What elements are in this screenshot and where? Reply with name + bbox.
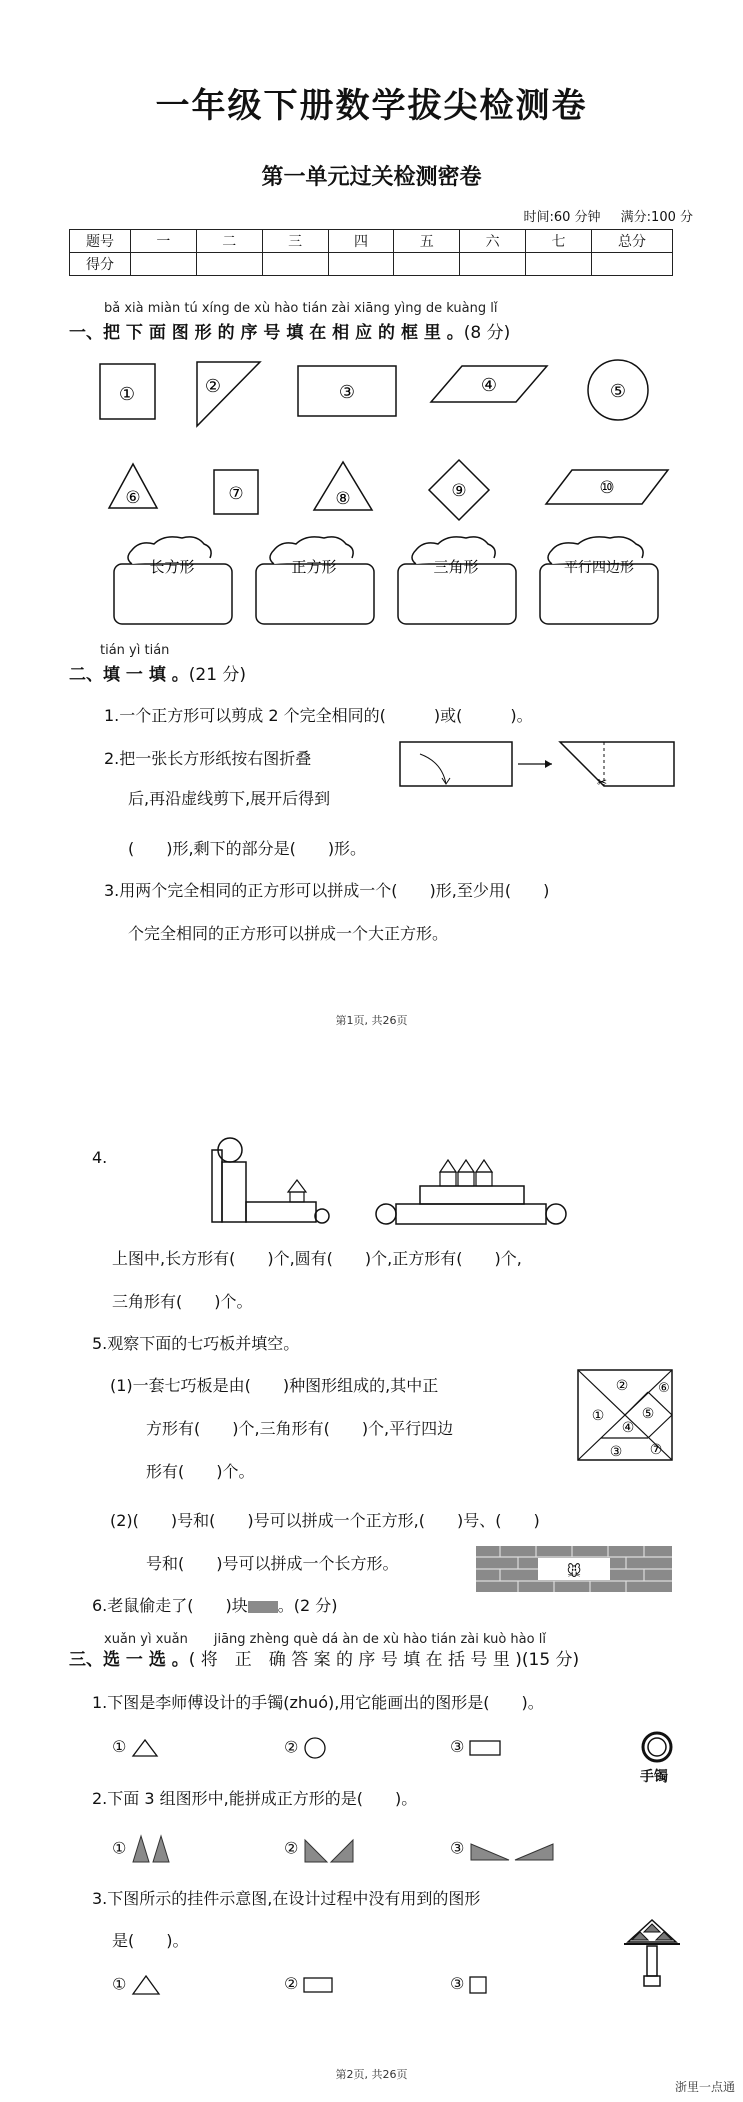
option-rectangle-icon	[469, 1739, 503, 1757]
q4-triangle-b	[458, 1160, 474, 1172]
q2-4-number: 4.	[92, 1148, 108, 1167]
brick-icon	[248, 1601, 278, 1613]
frame-label-triangle: 三角形	[433, 558, 479, 576]
score-row-label: 得分	[70, 253, 131, 276]
q3-1-option-1-label: ①	[112, 1737, 127, 1756]
frame-label-rectangle: 长方形	[149, 558, 195, 576]
q2-4-line2: 三角形有( )个。	[112, 1292, 253, 1311]
pendant-square	[644, 1976, 660, 1986]
bracelet-icon	[640, 1730, 674, 1764]
frame-label-square: 正方形	[291, 558, 337, 576]
score-blank[interactable]	[262, 253, 328, 276]
q2-6	[92, 1593, 338, 1616]
q2-3-line2: 个完全相同的正方形可以拼成一个大正方形。	[128, 924, 449, 943]
option-triangle-icon	[131, 1974, 163, 1996]
q3-1-option-3-label: ③	[450, 1737, 465, 1756]
folding-figure	[390, 736, 680, 796]
score-cell: 二	[196, 230, 262, 253]
option-square-icon	[469, 1975, 491, 1995]
frame-label-parallelogram: 平行四边形	[564, 560, 634, 576]
q3-2-option-1-label: ①	[112, 1838, 127, 1858]
shape-number-3: ③	[338, 382, 356, 403]
fold-arrow-head	[442, 778, 450, 784]
score-cell: 七	[526, 230, 592, 253]
q3-1: 1.下图是李师傅设计的手镯(zhuó),用它能画出的图形是( )。	[92, 1693, 544, 1712]
q2-6-text-a: 6.老鼠偷走了( )块	[92, 1596, 248, 1615]
q2-5-1-line2: 方形有( )个,三角形有( )个,平行四边	[146, 1419, 454, 1438]
q2-2-line3: ( )形,剩下的部分是( )形。	[128, 839, 367, 858]
shape-number-5: ⑤	[609, 381, 627, 402]
tangram-number-7: ⑦	[649, 1442, 663, 1458]
section1-shapes-figure	[0, 350, 743, 640]
q3-3-option-3[interactable]	[450, 1974, 491, 1995]
section1-pinyin: bǎ xià miàn tú xíng de xù hào tián zài xiāng yìng de kuàng lǐ	[104, 301, 498, 316]
tangram-number-4: ④	[621, 1420, 635, 1436]
shape-number-8: ⑧	[335, 489, 351, 509]
tangram-number-3: ③	[609, 1444, 623, 1460]
q4-triangle-small	[288, 1180, 306, 1192]
section2-heading-text: 二、填 一 填 。	[69, 665, 189, 685]
shape-number-6: ⑥	[125, 488, 141, 508]
q4-triangle-c	[476, 1160, 492, 1172]
q4-figure	[200, 1136, 570, 1236]
section1-points: (8 分)	[463, 323, 511, 343]
score-cell: 五	[394, 230, 460, 253]
tangram-number-5: ⑤	[641, 1406, 655, 1422]
page-footer-2: 第2页, 共26页	[335, 2068, 408, 2081]
scissors-icon: ✂	[596, 775, 608, 789]
section1-heading-text: 一、把 下 面 图 形 的 序 号 填 在 相 应 的 框 里 。	[69, 323, 464, 343]
score-cell: 总分	[592, 230, 673, 253]
q2-3-line1: 3.用两个完全相同的正方形可以拼成一个( )形,至少用( )	[104, 881, 550, 900]
bracelet-label: 手镯	[640, 1769, 668, 1785]
q4-circle-small	[315, 1209, 329, 1223]
q3-2-option-1[interactable]	[112, 1834, 183, 1864]
score-blank[interactable]	[592, 253, 673, 276]
q2-1: 1.一个正方形可以剪成 2 个完全相同的( )或( )。	[104, 706, 533, 725]
tangram-number-1: ①	[591, 1408, 605, 1424]
shape-number-2: ②	[204, 376, 222, 397]
q2-2-line1: 2.把一张长方形纸按右图折叠	[104, 749, 312, 768]
option-flat-triangles-icon	[469, 1834, 559, 1864]
q3-2-option-3-label: ③	[450, 1838, 465, 1858]
q4-rect-tall	[222, 1162, 246, 1222]
q3-2-option-2-label: ②	[284, 1838, 299, 1858]
q3-2-option-2[interactable]	[284, 1834, 363, 1864]
q4-square-c	[476, 1172, 492, 1186]
section2-heading	[69, 660, 246, 685]
shape-number-10: ⑩	[599, 478, 615, 498]
score-blank[interactable]	[131, 253, 197, 276]
tangram-figure	[576, 1368, 676, 1464]
q2-5-1-line1: (1)一套七巧板是由( )种图形组成的,其中正	[110, 1376, 439, 1395]
score-blank[interactable]	[328, 253, 394, 276]
q4-rect-middle	[420, 1186, 524, 1204]
q2-5-2-line1: (2)( )号和( )号可以拼成一个正方形,( )号、( )	[110, 1511, 540, 1530]
score-blank[interactable]	[460, 253, 526, 276]
q2-6-text-b: 。(2 分)	[277, 1596, 338, 1615]
option-circle-icon	[303, 1737, 329, 1759]
shape-number-7: ⑦	[228, 484, 244, 504]
page-title: 一年级下册数学拔尖检测卷	[155, 86, 588, 126]
section3-heading	[69, 1645, 579, 1670]
pendant-rect	[647, 1946, 657, 1976]
score-table-score-row	[70, 253, 673, 276]
score-table	[69, 229, 673, 276]
q3-2-option-3[interactable]	[450, 1834, 559, 1864]
option-two-triangles-icon	[131, 1834, 183, 1864]
exam-info	[507, 206, 693, 225]
watermark: 浙里一点通	[674, 2080, 735, 2094]
q4-rect-base	[246, 1202, 316, 1222]
paper-rectangle	[400, 742, 512, 786]
shape-number-1: ①	[118, 384, 136, 405]
frame-square[interactable]	[256, 537, 374, 624]
folded-paper	[560, 742, 674, 786]
page-subtitle: 第一单元过关检测密卷	[261, 165, 482, 190]
section2-pinyin: tián yì tián	[100, 643, 170, 658]
score-cell: 三	[262, 230, 328, 253]
tangram-number-6: ⑥	[658, 1381, 670, 1396]
option-right-triangles-icon	[303, 1834, 363, 1864]
q4-square-small	[290, 1192, 304, 1202]
page-footer-1: 第1页, 共26页	[335, 1014, 408, 1027]
q4-square-b	[458, 1172, 474, 1186]
shape-number-9: ⑨	[451, 481, 467, 501]
score-cell: 一	[131, 230, 197, 253]
section3-pinyin: xuǎn yì xuǎn jiāng zhèng què dá àn de xù hào tián zài kuò hào lǐ	[104, 1632, 546, 1647]
q3-1-option-3[interactable]	[450, 1737, 503, 1757]
q4-square-a	[440, 1172, 456, 1186]
q3-3-option-1-label: ①	[112, 1974, 127, 1994]
q4-circle-left	[376, 1204, 396, 1224]
q3-2: 2.下面 3 组图形中,能拼成正方形的是( )。	[92, 1789, 418, 1808]
score-cell: 六	[460, 230, 526, 253]
q4-circle-right	[546, 1204, 566, 1224]
option-triangle-icon	[131, 1738, 159, 1758]
mouse-icon: 🐭	[566, 1564, 582, 1580]
q2-4-line1: 上图中,长方形有( )个,圆有( )个,正方形有( )个,	[112, 1249, 522, 1268]
arrow-head	[545, 760, 552, 768]
q3-3-option-2[interactable]	[284, 1974, 335, 1994]
section1-heading	[69, 318, 510, 343]
score-blank[interactable]	[394, 253, 460, 276]
q2-5-2-line2: 号和( )号可以拼成一个长方形。	[146, 1554, 399, 1573]
score-table-header-row	[70, 230, 673, 253]
q4-rect-left	[212, 1150, 222, 1222]
score-blank[interactable]	[196, 253, 262, 276]
frame-parallelogram[interactable]	[540, 537, 658, 624]
full-marks: 满分:100 分	[620, 210, 693, 225]
tangram-number-2: ②	[615, 1378, 629, 1394]
q2-2-line2: 后,再沿虚线剪下,展开后得到	[128, 789, 331, 808]
q2-5: 5.观察下面的七巧板并填空。	[92, 1334, 300, 1353]
fold-arc	[420, 754, 446, 784]
section2-points: (21 分)	[188, 665, 247, 685]
q3-1-option-1[interactable]	[112, 1737, 159, 1758]
q3-3-option-3-label: ③	[450, 1974, 465, 1993]
score-blank[interactable]	[526, 253, 592, 276]
score-cell: 题号	[70, 230, 131, 253]
q3-3-line1: 3.下图所示的挂件示意图,在设计过程中没有用到的图形	[92, 1889, 481, 1908]
q4-triangle-a	[440, 1160, 456, 1172]
option-rectangle-icon	[303, 1976, 335, 1994]
time-limit: 时间:60 分钟	[523, 210, 601, 225]
q4-rect-long	[396, 1204, 546, 1224]
shape-number-4: ④	[480, 375, 498, 396]
q3-3-option-1[interactable]	[112, 1974, 163, 1996]
section3-heading2: ( 将 正 确 答 案 的 序 号 填 在 括 号 里 )	[188, 1650, 522, 1670]
q3-3-option-2-label: ②	[284, 1974, 299, 1993]
q3-1-option-2[interactable]	[284, 1737, 329, 1759]
frame-triangle[interactable]	[398, 537, 516, 624]
pendant-figure	[622, 1918, 682, 1988]
section3-heading-text: 三、选 一 选 。	[69, 1650, 189, 1670]
q3-1-option-2-label: ②	[284, 1737, 299, 1757]
brick-wall-figure	[476, 1546, 672, 1592]
q3-3-line2: 是( )。	[112, 1931, 189, 1950]
q2-5-1-line3: 形有( )个。	[146, 1462, 255, 1481]
frame-rectangle[interactable]	[114, 537, 232, 624]
score-cell: 四	[328, 230, 394, 253]
section3-points: (15 分)	[521, 1650, 580, 1670]
